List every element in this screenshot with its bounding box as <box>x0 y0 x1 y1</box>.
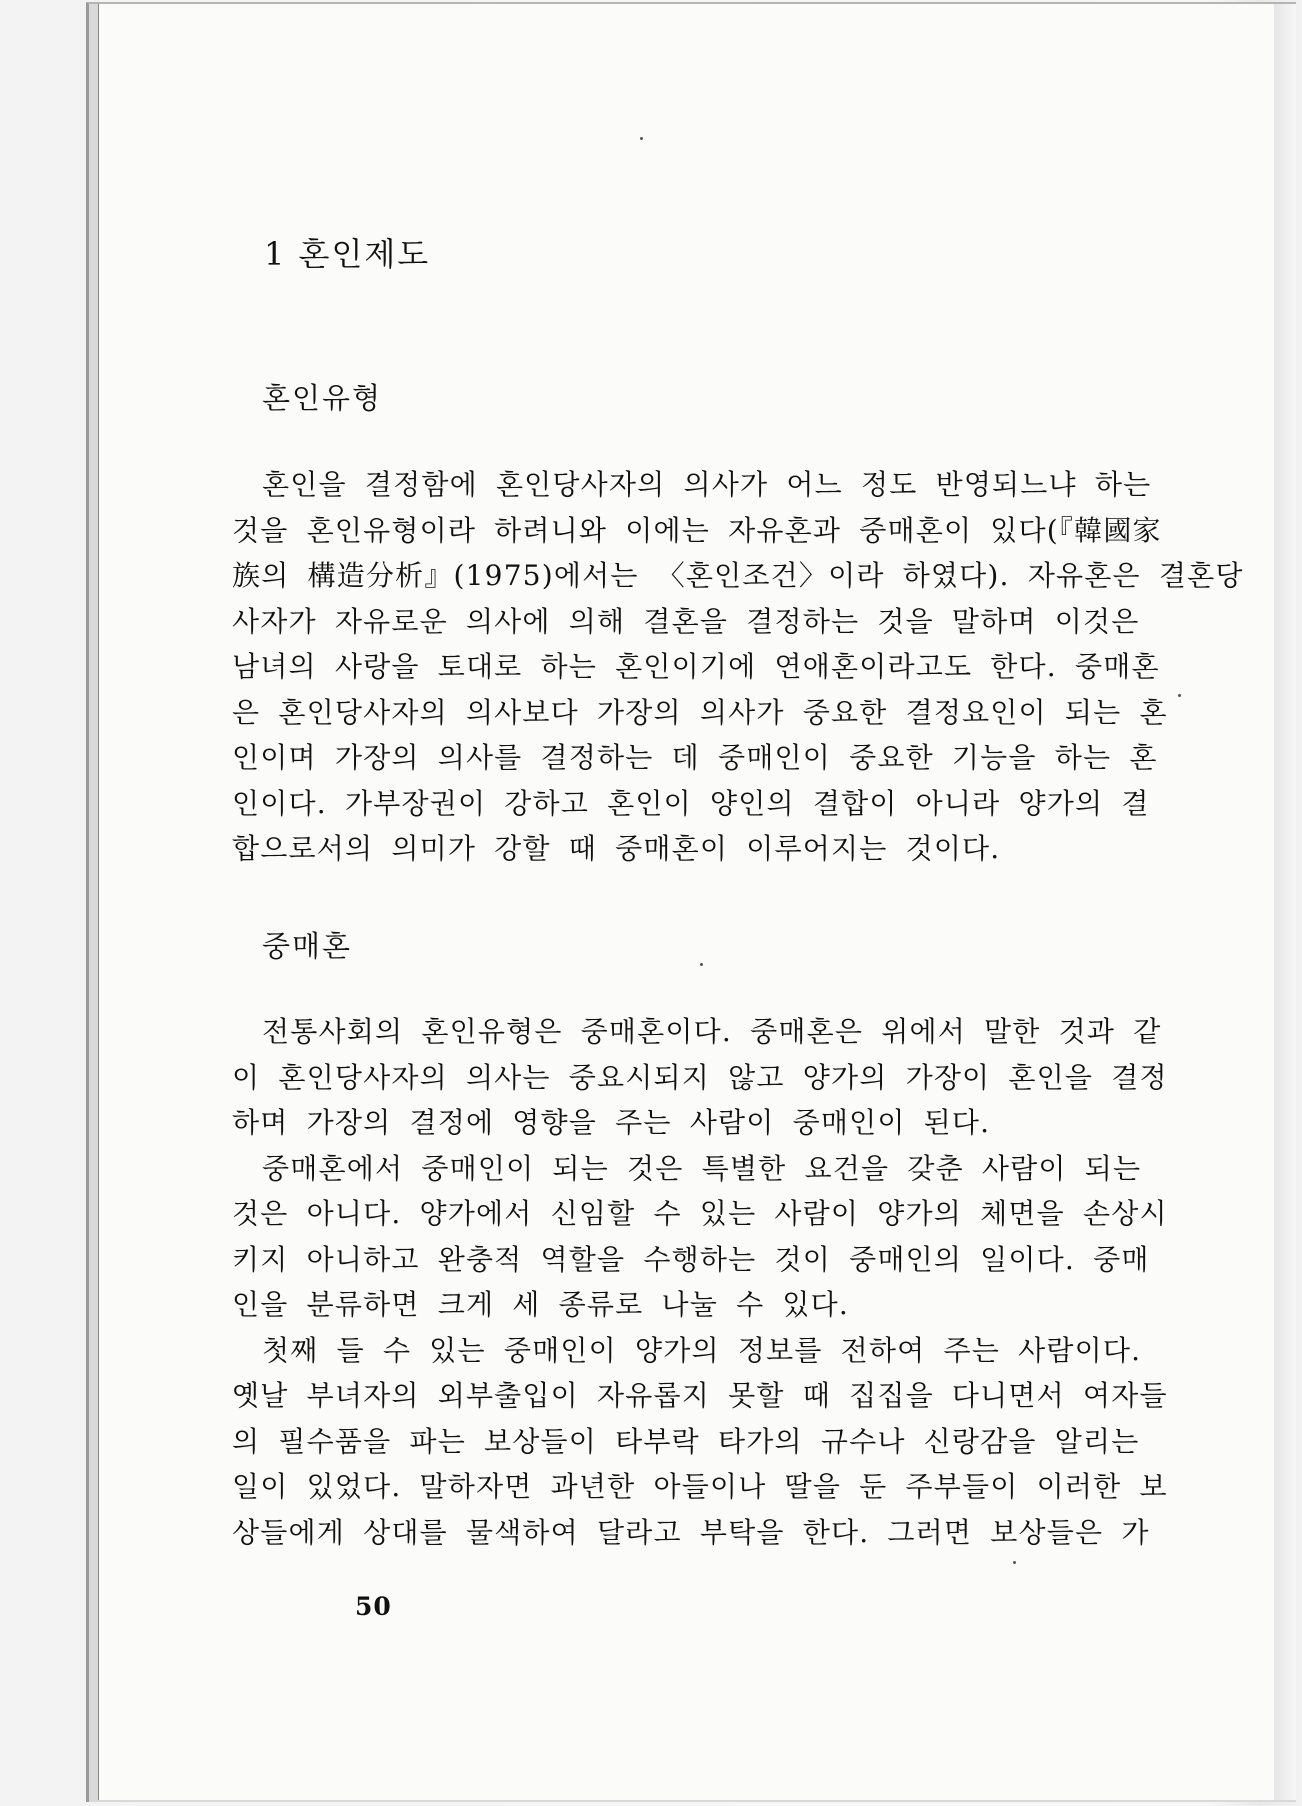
dust-speck <box>640 137 643 140</box>
dust-speck <box>1178 694 1181 697</box>
text-line: 상들에게 상대를 물색하여 달라고 부탁을 한다. 그러면 보상들은 가 <box>232 1515 1150 1549</box>
text-line: 키지 아니하고 완충적 역할을 수행하는 것이 중매인의 일이다. 중매 <box>232 1242 1150 1276</box>
text-line: 사자가 자유로운 의사에 의해 결혼을 결정하는 것을 말하며 이것은 <box>232 604 1140 638</box>
dust-speck <box>1013 1561 1016 1564</box>
text-line: 것은 아니다. 양가에서 신임할 수 있는 사람이 양가의 체면을 손상시 <box>232 1197 1168 1230</box>
paragraph-marriage-types <box>232 462 1244 872</box>
paragraph-arranged-marriage <box>232 1009 1168 1555</box>
section-title-arranged-marriage: 중매혼 <box>262 929 353 963</box>
text-line: 혼인을 결정함에 혼인당사자의 의사가 어느 정도 반영되느냐 하는 <box>262 468 1152 501</box>
text-line: 일이 있었다. 말하자면 과년한 아들이나 딸을 둔 주부들이 이러한 보 <box>232 1470 1168 1503</box>
text-line: 것을 혼인유형이라 하려니와 이에는 자유혼과 중매혼이 있다(『韓國家 <box>232 513 1162 547</box>
text-line: 합으로서의 의미가 강할 때 중매혼이 이루어지는 것이다. <box>232 832 1001 865</box>
section-title-marriage-types: 혼인유형 <box>262 381 383 415</box>
chapter-title: 1 혼인제도 <box>264 235 431 273</box>
text-line: 인이며 가장의 의사를 결정하는 데 중매인이 중요한 기능을 하는 혼 <box>232 741 1158 774</box>
dust-speck <box>700 963 703 966</box>
text-line: 인을 분류하면 크게 세 종류로 나눌 수 있다. <box>232 1288 850 1321</box>
text-line: 중매혼에서 중매인이 되는 것은 특별한 요건을 갖춘 사람이 되는 <box>262 1151 1142 1185</box>
text-line: 하며 가장의 결정에 영향을 주는 사람이 중매인이 된다. <box>232 1106 991 1139</box>
text-line: 남녀의 사랑을 토대로 하는 혼인이기에 연애혼이라고도 한다. 중매혼 <box>232 650 1160 683</box>
text-line: 族의 構造分析』(1975)에서는 〈혼인조건〉이라 하였다). 자유혼은 결혼당 <box>232 559 1244 592</box>
text-line: 이 혼인당사자의 의사는 중요시되지 않고 양가의 가장이 혼인을 결정 <box>232 1060 1168 1094</box>
text-line: 전통사회의 혼인유형은 중매혼이다. 중매혼은 위에서 말한 것과 같 <box>262 1015 1162 1048</box>
book-page <box>98 4 1274 1800</box>
text-line: 의 필수품을 파는 보상들이 타부락 타가의 규수나 신랑감을 알리는 <box>232 1424 1140 1458</box>
text-line: 첫째 들 수 있는 중매인이 양가의 정보를 전하여 주는 사람이다. <box>262 1333 1142 1367</box>
text-line: 은 혼인당사자의 의사보다 가장의 의사가 중요한 결정요인이 되는 혼 <box>232 695 1168 729</box>
text-line: 옛날 부녀자의 외부출입이 자유롭지 못할 때 집집을 다니면서 여자들 <box>232 1379 1168 1412</box>
page-number: 50 <box>355 1592 392 1621</box>
text-line: 인이다. 가부장권이 강하고 혼인이 양인의 결합이 아니라 양가의 결 <box>232 786 1150 820</box>
